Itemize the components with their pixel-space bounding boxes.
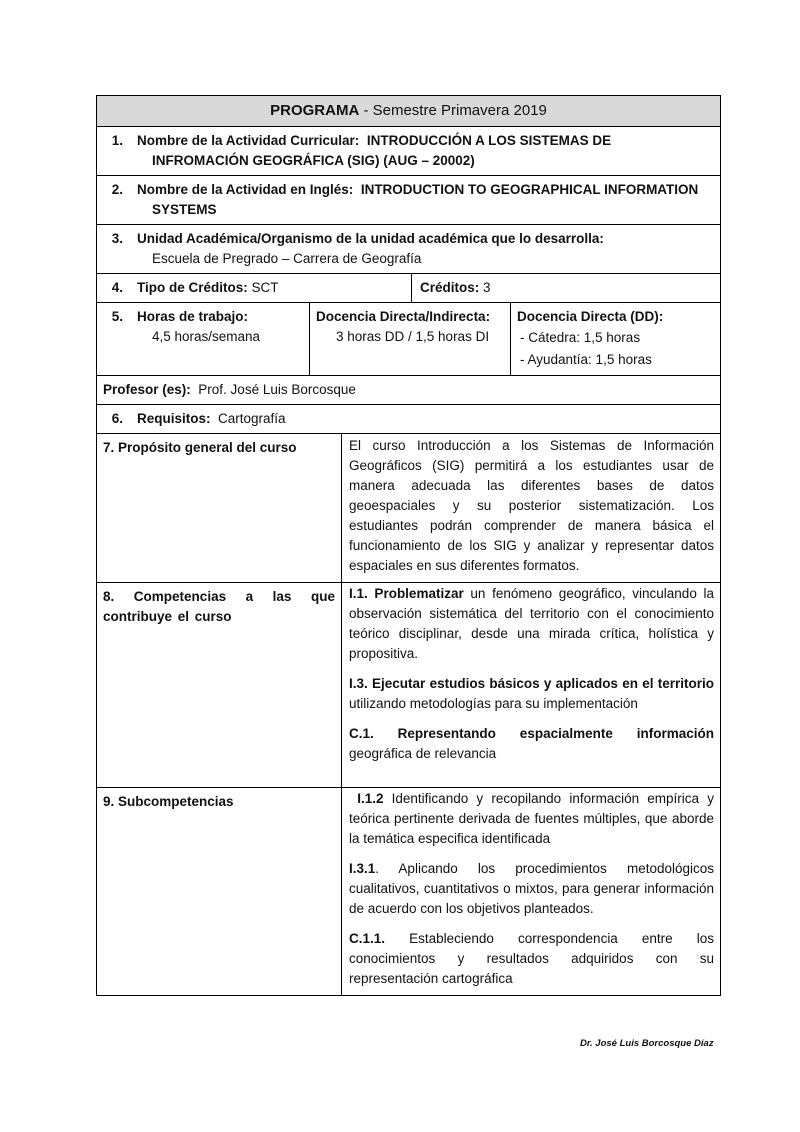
program-document — [96, 95, 720, 996]
purpose-label: 7. Propósito general del curso — [97, 434, 342, 583]
program-table — [96, 95, 721, 996]
row-credits — [97, 274, 721, 303]
direct-teaching-item-2: - Ayudantía: 1,5 horas — [520, 352, 652, 367]
row-number: 6. — [111, 411, 123, 426]
program-header-row — [97, 96, 721, 127]
hours-label: Horas de trabajo: — [137, 309, 249, 324]
requirements-label: Requisitos: — [137, 411, 211, 426]
subcompetency-item: I.3.1. Aplicando los procedimientos metodológicos cualitativos, cuantitativos o mixtos, para generar información de acuerdo con los objetivos planteados. — [349, 861, 715, 916]
row-subcompetencies — [97, 788, 721, 996]
activity-name-value-1: INTRODUCCIÓN A LOS SISTEMAS DE — [366, 133, 612, 148]
academic-unit-value: Escuela de Pregrado – Carrera de Geografía — [152, 251, 422, 266]
activity-name-label: Nombre de la Actividad Curricular: — [137, 133, 360, 148]
row-competencies — [97, 583, 721, 788]
row-requirements — [97, 405, 721, 434]
hours-value: 4,5 horas/semana — [152, 329, 261, 344]
direct-teaching-label: Docencia Directa (DD): — [517, 309, 664, 324]
english-name-value-1: INTRODUCTION TO GEOGRAPHICAL INFORMATION — [360, 182, 699, 197]
professor-label: Profesor (es): — [103, 382, 191, 397]
credit-type-value: SCT — [251, 280, 279, 295]
row-activity-name — [97, 127, 721, 176]
row-purpose — [97, 434, 721, 583]
row-number: 2. — [111, 182, 123, 197]
credits-label: Créditos: — [420, 280, 480, 295]
row-english-name — [97, 176, 721, 225]
subcompetency-item: I.1.2 Identificando y recopilando información empírica y teórica pertinente derivada de fuentes múltiples, que aborde la temática especifica identificada — [349, 791, 715, 846]
row-number: 3. — [111, 231, 123, 246]
english-name-value-2: SYSTEMS — [152, 202, 217, 217]
program-title: PROGRAMA - Semestre Primavera 2019 — [97, 96, 721, 127]
row-hours — [97, 303, 721, 376]
credits-value: 3 — [483, 280, 491, 295]
direct-teaching-item-1: - Cátedra: 1,5 horas — [520, 330, 641, 345]
credit-type-label: Tipo de Créditos: — [137, 280, 248, 295]
row-academic-unit — [97, 225, 721, 274]
subcompetency-item: C.1.1. Estableciendo correspondencia entre los conocimientos y resultados adquiridos con su representación cartográfica — [349, 931, 715, 986]
row-professor — [97, 376, 721, 405]
academic-unit-label: Unidad Académica/Organismo de la unidad académica que lo desarrolla: — [137, 231, 604, 246]
activity-name-value-2: INFROMACIÓN GEOGRÁFICA (SIG) (AUG – 20002) — [152, 153, 475, 168]
purpose-text: El curso Introducción a los Sistemas de Información Geográficos (SIG) permitirá a los estudiantes usar de manera adecuada las diferentes bases de datos geoespaciales y su posterior sistematización. Los estudiantes podrán comprender de manera básica el funcionamiento de los SIG y analizar y representar datos espaciales en sus diferentes formatos. — [349, 438, 715, 573]
row-number: 4. — [111, 280, 123, 295]
competency-item: I.1. Problematizar un fenómeno geográfico, vinculando la observación sistemática del territorio con el conocimiento teórico disciplinar, desde una mirada crítica, holística y propositiva. — [349, 586, 715, 661]
professor-value: Prof. José Luis Borcosque — [198, 382, 356, 397]
teaching-mode-label: Docencia Directa/Indirecta: — [316, 309, 491, 324]
english-name-label: Nombre de la Actividad en Inglés: — [137, 182, 354, 197]
row-number: 1. — [111, 133, 123, 148]
competency-item: I.3. Ejecutar estudios básicos y aplicados en el territorio utilizando metodologías para su implementación — [349, 676, 715, 711]
row-number: 5. — [111, 309, 123, 324]
subcompetencies-label: 9. Subcompetencias — [97, 788, 342, 996]
competencies-label: 8. Competencias a las que contribuye el curso — [97, 583, 342, 788]
footer-author: Dr. José Luis Borcosque Díaz — [580, 1038, 714, 1049]
requirements-value: Cartografía — [218, 411, 286, 426]
competency-item: C.1. Representando espacialmente información geográfica de relevancia — [349, 726, 715, 761]
teaching-mode-value: 3 horas DD / 1,5 horas DI — [336, 329, 490, 344]
